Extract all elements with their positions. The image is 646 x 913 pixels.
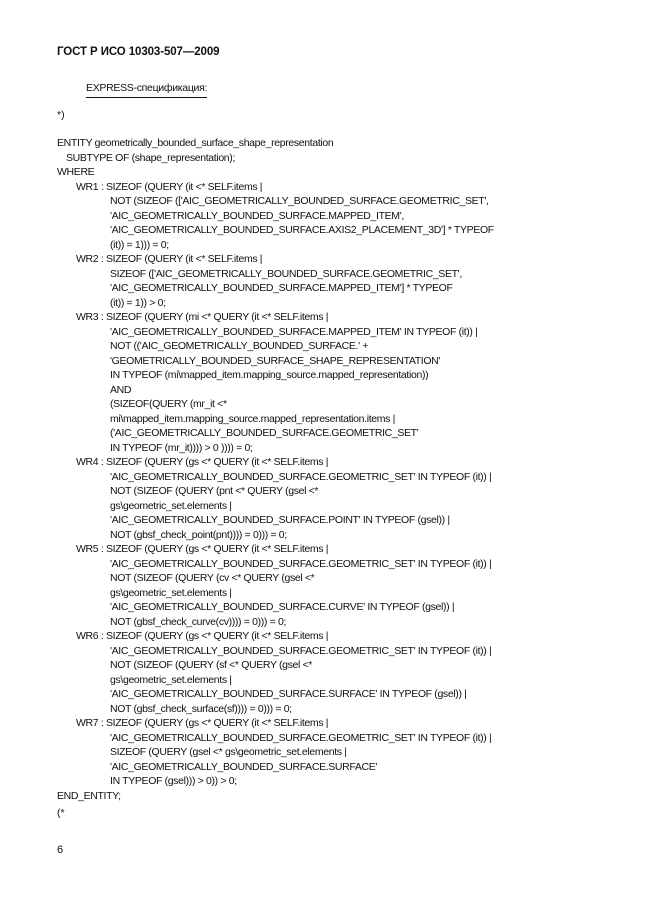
- express-code-block: [57, 136, 494, 803]
- code-line: 'AIC_GEOMETRICALLY_BOUNDED_SURFACE.MAPPED_ITEM',: [110, 209, 404, 222]
- code-line: NOT (gbsf_check_surface(sf)))) = 0))) = 0;: [110, 702, 292, 715]
- code-line: 'AIC_GEOMETRICALLY_BOUNDED_SURFACE.SURFACE': [110, 760, 378, 773]
- code-line: 'AIC_GEOMETRICALLY_BOUNDED_SURFACE.GEOMETRIC_SET' IN TYPEOF (it)) |: [110, 470, 492, 483]
- code-line: IN TYPEOF (mr_it)))) > 0 )))) = 0;: [110, 441, 253, 454]
- code-line: AND: [110, 383, 132, 396]
- code-line: WR4 : SIZEOF (QUERY (gs <* QUERY (it <* SELF.items |: [76, 456, 329, 468]
- code-line: gs\geometric_set.elements |: [110, 499, 232, 512]
- code-line: WR6 : SIZEOF (QUERY (gs <* QUERY (it <* SELF.items |: [76, 630, 329, 642]
- code-line: IN TYPEOF (mi\mapped_item.mapping_source.mapped_representation)): [110, 369, 429, 381]
- comment-close: (*: [57, 807, 65, 819]
- section-label: EXPRESS-спецификация:: [86, 82, 207, 98]
- code-line: WR7 : SIZEOF (QUERY (gs <* QUERY (it <* SELF.items |: [76, 717, 329, 729]
- code-line: NOT (gbsf_check_point(pnt)))) = 0))) = 0;: [110, 528, 287, 541]
- code-line: NOT (gbsf_check_curve(cv)))) = 0))) = 0;: [110, 615, 287, 628]
- code-line: SIZEOF (['AIC_GEOMETRICALLY_BOUNDED_SURFACE.GEOMETRIC_SET',: [110, 267, 462, 280]
- code-line: gs\geometric_set.elements |: [110, 586, 232, 599]
- code-line: 'AIC_GEOMETRICALLY_BOUNDED_SURFACE.GEOMETRIC_SET' IN TYPEOF (it)) |: [110, 731, 492, 744]
- code-line: (it)) = 1))) = 0;: [110, 238, 169, 251]
- code-line: NOT (SIZEOF (QUERY (cv <* QUERY (gsel <*: [110, 572, 315, 584]
- code-line: NOT (SIZEOF (['AIC_GEOMETRICALLY_BOUNDED_SURFACE.GEOMETRIC_SET',: [110, 195, 489, 207]
- code-line: WR1 : SIZEOF (QUERY (it <* SELF.items |: [76, 180, 263, 193]
- code-line: WR2 : SIZEOF (QUERY (it <* SELF.items |: [76, 253, 263, 265]
- code-line: WR3 : SIZEOF (QUERY (mi <* QUERY (it <* SELF.items |: [76, 311, 329, 323]
- code-line: 'AIC_GEOMETRICALLY_BOUNDED_SURFACE.SURFACE' IN TYPEOF (gsel)) |: [110, 688, 467, 700]
- code-line: IN TYPEOF (gsel))) > 0)) > 0;: [110, 775, 237, 787]
- code-line: NOT (('AIC_GEOMETRICALLY_BOUNDED_SURFACE.' +: [110, 340, 369, 352]
- code-line: SUBTYPE OF (shape_representation);: [66, 151, 236, 164]
- code-line: NOT (SIZEOF (QUERY (sf <* QUERY (gsel <*: [110, 659, 313, 671]
- page-number: 6: [57, 844, 64, 856]
- page-header: ГОСТ Р ИСО 10303-507—2009: [57, 46, 220, 58]
- code-line: 'AIC_GEOMETRICALLY_BOUNDED_SURFACE.MAPPED_ITEM'] * TYPEOF: [110, 282, 453, 294]
- code-line: 'AIC_GEOMETRICALLY_BOUNDED_SURFACE.GEOMETRIC_SET' IN TYPEOF (it)) |: [110, 557, 492, 570]
- code-line: 'GEOMETRICALLY_BOUNDED_SURFACE_SHAPE_REPRESENTATION': [110, 354, 441, 367]
- code-line: SIZEOF (QUERY (gsel <* gs\geometric_set.elements |: [110, 746, 347, 758]
- code-line: 'AIC_GEOMETRICALLY_BOUNDED_SURFACE.AXIS2_PLACEMENT_3D'] * TYPEOF: [110, 224, 494, 236]
- code-line: (SIZEOF(QUERY (mr_it <*: [110, 398, 227, 410]
- code-line: END_ENTITY;: [57, 789, 121, 802]
- code-line: mi\mapped_item.mapping_source.mapped_representation.items |: [110, 412, 395, 425]
- comment-open: *): [57, 109, 65, 121]
- code-line: WHERE: [57, 166, 95, 178]
- code-line: 'AIC_GEOMETRICALLY_BOUNDED_SURFACE.POINT' IN TYPEOF (gsel)) |: [110, 514, 450, 526]
- code-line: 'AIC_GEOMETRICALLY_BOUNDED_SURFACE.CURVE' IN TYPEOF (gsel)) |: [110, 601, 455, 613]
- code-line: (it)) = 1)) > 0;: [110, 296, 166, 309]
- code-line: NOT (SIZEOF (QUERY (pnt <* QUERY (gsel <*: [110, 485, 319, 497]
- code-line: ('AIC_GEOMETRICALLY_BOUNDED_SURFACE.GEOMETRIC_SET': [110, 427, 419, 439]
- code-line: WR5 : SIZEOF (QUERY (gs <* QUERY (it <* SELF.items |: [76, 543, 329, 555]
- code-line: 'AIC_GEOMETRICALLY_BOUNDED_SURFACE.MAPPED_ITEM' IN TYPEOF (it)) |: [110, 325, 478, 338]
- code-line: ENTITY geometrically_bounded_surface_shape_representation: [57, 137, 334, 149]
- code-line: 'AIC_GEOMETRICALLY_BOUNDED_SURFACE.GEOMETRIC_SET' IN TYPEOF (it)) |: [110, 644, 492, 657]
- code-line: gs\geometric_set.elements |: [110, 673, 232, 686]
